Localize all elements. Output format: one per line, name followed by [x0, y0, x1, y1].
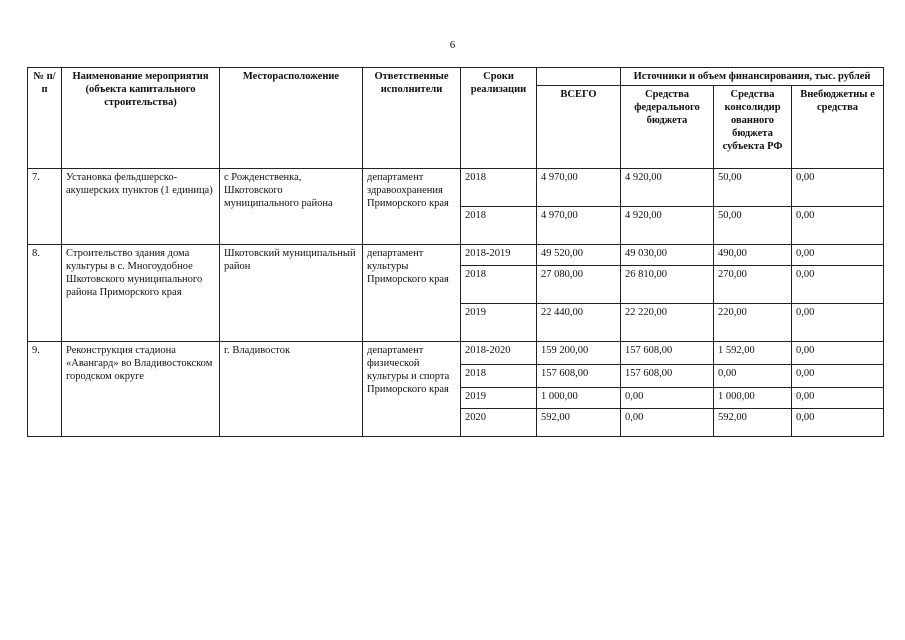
table-row: [28, 245, 884, 266]
cell-federal: 157 608,00: [621, 365, 714, 388]
cell-consolidated: 490,00: [714, 245, 792, 266]
cell-consolidated: 0,00: [714, 365, 792, 388]
page-number: 6: [449, 39, 456, 51]
cell-period: 2019: [461, 388, 537, 409]
cell-period: 2018: [461, 266, 537, 304]
cell-extrabudget: 0,00: [792, 266, 884, 304]
row-num: 9.: [28, 342, 62, 437]
table-row: [28, 169, 884, 207]
table-row: [28, 342, 884, 365]
header-period: Сроки реализации: [461, 68, 537, 169]
cell-period: 2018: [461, 169, 537, 207]
cell-period: 2018: [461, 365, 537, 388]
header-location: Месторасположение: [220, 68, 363, 169]
cell-extrabudget: 0,00: [792, 207, 884, 245]
row-name: Строительство здания дома культуры в с. Многоудобное Шкотовского муниципального района Приморского края: [62, 245, 220, 342]
cell-extrabudget: 0,00: [792, 409, 884, 437]
header-consolidated: Средства консолидир ованного бюджета субъекта РФ: [714, 86, 792, 169]
cell-federal: 22 220,00: [621, 304, 714, 342]
cell-federal: 4 920,00: [621, 169, 714, 207]
header-sources-blank: [537, 68, 621, 86]
row-location: г. Владивосток: [220, 342, 363, 437]
cell-extrabudget: 0,00: [792, 342, 884, 365]
cell-total: 592,00: [537, 409, 621, 437]
cell-federal: 0,00: [621, 388, 714, 409]
header-extrabudget: Внебюджетны е средства: [792, 86, 884, 169]
cell-total: 157 608,00: [537, 365, 621, 388]
cell-federal: 4 920,00: [621, 207, 714, 245]
cell-consolidated: 220,00: [714, 304, 792, 342]
row-responsible: департамент здравоохранения Приморского края: [363, 169, 461, 245]
cell-consolidated: 50,00: [714, 207, 792, 245]
row-responsible: департамент физической культуры и спорта Приморского края: [363, 342, 461, 437]
cell-total: 159 200,00: [537, 342, 621, 365]
cell-period: 2018-2019: [461, 245, 537, 266]
cell-consolidated: 270,00: [714, 266, 792, 304]
cell-extrabudget: 0,00: [792, 388, 884, 409]
cell-consolidated: 592,00: [714, 409, 792, 437]
cell-total: 4 970,00: [537, 169, 621, 207]
cell-consolidated: 1 000,00: [714, 388, 792, 409]
row-location: с Рожденственка, Шкотовского муниципального района: [220, 169, 363, 245]
header-row: [28, 68, 884, 86]
cell-total: 1 000,00: [537, 388, 621, 409]
row-name: Установка фельдшерско-акушерских пунктов (1 единица): [62, 169, 220, 245]
cell-extrabudget: 0,00: [792, 245, 884, 266]
row-responsible: департамент культуры Приморского края: [363, 245, 461, 342]
header-sources: Источники и объем финансирования, тыс. рублей: [621, 68, 884, 86]
header-total: ВСЕГО: [537, 86, 621, 169]
cell-extrabudget: 0,00: [792, 169, 884, 207]
cell-period: 2019: [461, 304, 537, 342]
financing-table: [27, 67, 884, 437]
cell-federal: 26 810,00: [621, 266, 714, 304]
header-responsible: Ответственные исполнители: [363, 68, 461, 169]
cell-period: 2020: [461, 409, 537, 437]
cell-total: 22 440,00: [537, 304, 621, 342]
cell-federal: 0,00: [621, 409, 714, 437]
row-location: Шкотовский муниципальный район: [220, 245, 363, 342]
cell-period: 2018-2020: [461, 342, 537, 365]
row-num: 7.: [28, 169, 62, 245]
cell-extrabudget: 0,00: [792, 365, 884, 388]
cell-period: 2018: [461, 207, 537, 245]
cell-total: 4 970,00: [537, 207, 621, 245]
cell-federal: 157 608,00: [621, 342, 714, 365]
header-name: Наименование мероприятия (объекта капитального строительства): [62, 68, 220, 169]
row-name: Реконструкция стадиона «Авангард» во Владивостокском городском округе: [62, 342, 220, 437]
cell-federal: 49 030,00: [621, 245, 714, 266]
header-num: № п/п: [28, 68, 62, 169]
cell-total: 49 520,00: [537, 245, 621, 266]
row-num: 8.: [28, 245, 62, 342]
header-federal: Средства федерального бюджета: [621, 86, 714, 169]
cell-consolidated: 1 592,00: [714, 342, 792, 365]
cell-total: 27 080,00: [537, 266, 621, 304]
cell-consolidated: 50,00: [714, 169, 792, 207]
cell-extrabudget: 0,00: [792, 304, 884, 342]
